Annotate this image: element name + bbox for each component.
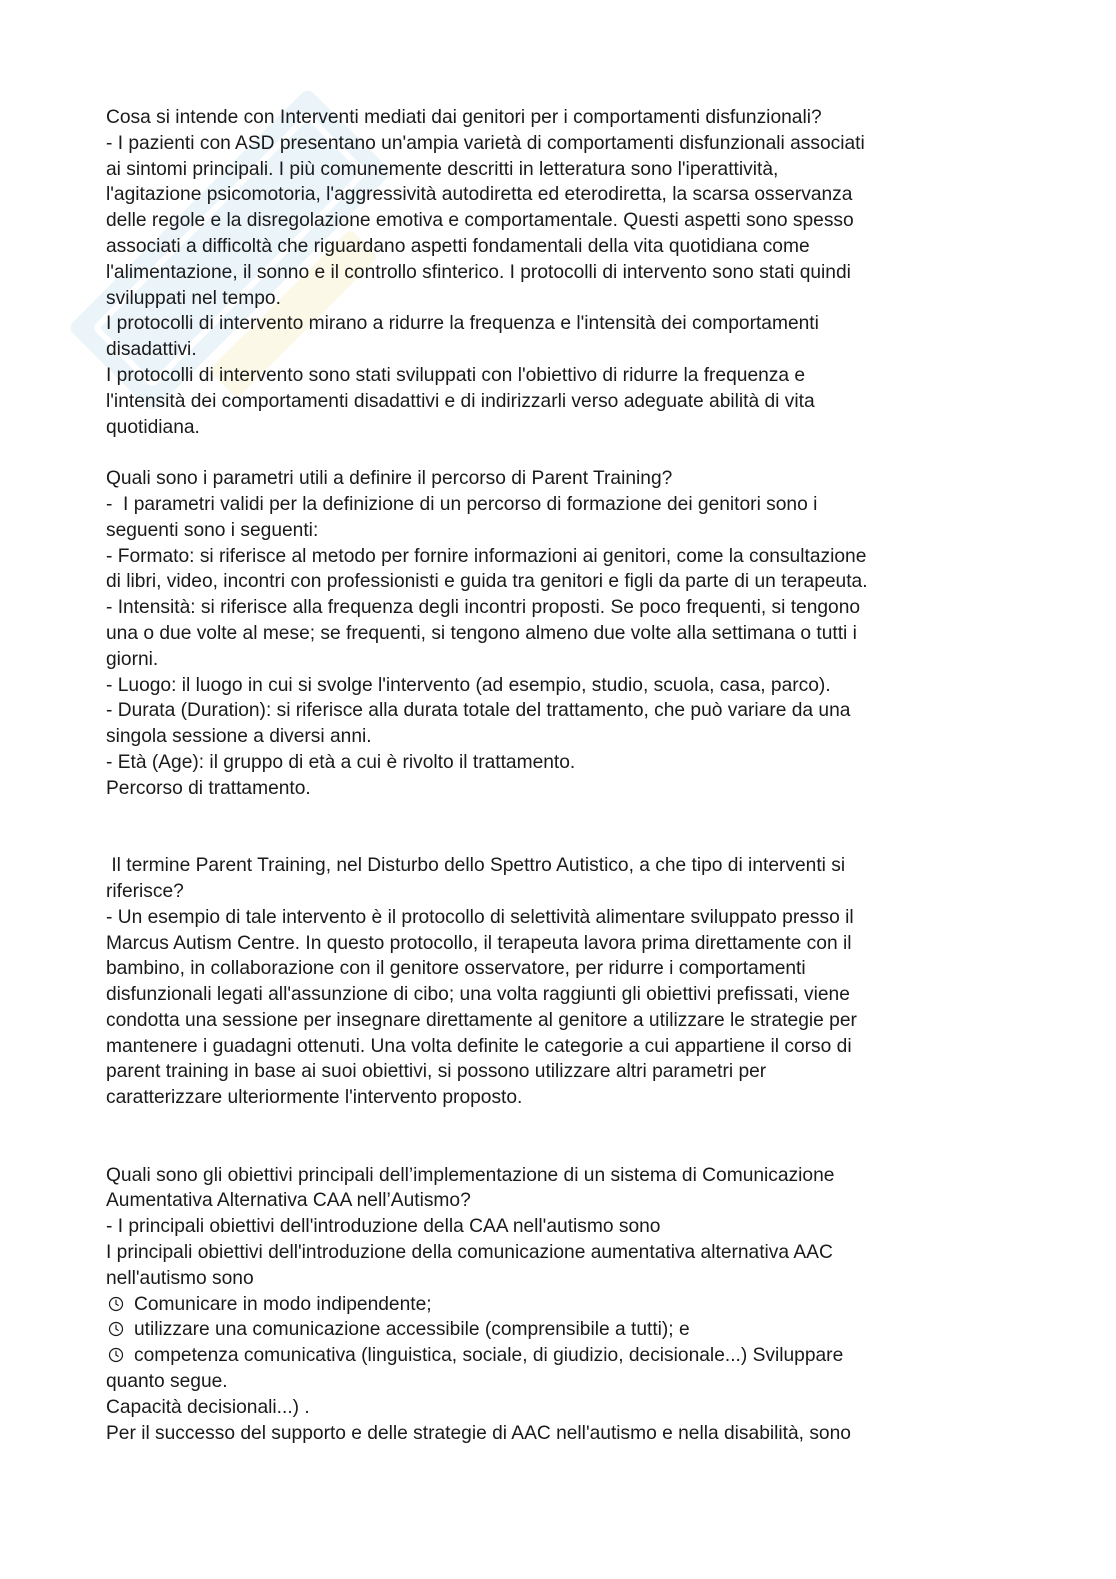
answer-line: - Età (Age): il gruppo di età a cui è rivolto il trattamento. [106,751,576,773]
answer-line: Capacità decisionali...) . [106,1396,310,1418]
bullet-text: competenza comunicativa (linguistica, sociale, di giudizio, decisionale...) Sviluppare [134,1345,844,1367]
section-gap [106,440,1006,466]
answer-line: I protocolli di intervento sono stati sviluppati con l'obiettivo di ridurre la frequenza e [106,364,806,386]
bullet-item [106,1292,1006,1318]
answer-line: seguenti sono i seguenti: [106,519,319,541]
section-gap [106,1111,1006,1163]
answer-line: - I parametri validi per la definizione di un percorso di formazione dei genitori sono i [106,493,818,515]
answer-line: Marcus Autism Centre. In questo protocollo, il terapeuta lavora prima direttamente con il [106,932,852,954]
answer-line: nell'autismo sono [106,1267,254,1289]
section-gap [106,802,1006,854]
answer-line: disadattivi. [106,339,197,361]
bullet-item [106,1317,1006,1343]
bullet-text: Comunicare in modo indipendente; [134,1293,432,1315]
answer-line: l'intensità dei comportamenti disadattivi e di indirizzarli verso adeguate abilità di vita [106,390,815,412]
answer-line: - Durata (Duration): si riferisce alla durata totale del trattamento, che può variare da una [106,700,851,722]
answer-line: una o due volte al mese; se frequenti, si tengono almeno due volte alla settimana o tutti i [106,622,857,644]
document-body [106,105,1006,1446]
answer-line: - Un esempio di tale intervento è il protocollo di selettività alimentare sviluppato presso il [106,906,854,928]
answer-line: - Formato: si riferisce al metodo per fornire informazioni ai genitori, come la consultazione [106,545,867,567]
answer-line: delle regole e la disregolazione emotiva e comportamentale. Questi aspetti sono spesso [106,210,854,232]
answer-line: quotidiana. [106,416,200,438]
answer-line: l'agitazione psicomotoria, l'aggressività autodiretta ed eterodiretta, la scarsa osservanza [106,184,853,206]
answer-line: di libri, video, incontri con professionisti e guida tra genitori e figli da parte di un terapeuta. [106,571,868,593]
answer-line: I principali obiettivi dell'introduzione della comunicazione aumentativa alternativa AAC [106,1242,833,1264]
question-heading: Aumentativa Alternativa CAA nell’Autismo? [106,1190,471,1212]
answer-line: quanto segue. [106,1371,228,1393]
answer-line: parent training in base ai suoi obiettivi, si possono utilizzare altri parametri per [106,1061,767,1083]
answer-line: ai sintomi principali. I più comunemente descritti in letteratura sono l'iperattività, [106,158,779,180]
answer-line: giorni. [106,648,159,670]
answer-line: l'alimentazione, il sonno e il controllo sfinterico. I protocolli di intervento sono stati quindi [106,261,851,283]
question-heading: riferisce? [106,880,184,902]
answer-line: - I pazienti con ASD presentano un'ampia varietà di comportamenti disfunzionali associati [106,132,865,154]
answer-line: caratterizzare ulteriormente l'intervento proposto. [106,1087,523,1109]
answer-line: - Intensità: si riferisce alla frequenza degli incontri proposti. Se poco frequenti, si tengono [106,597,861,619]
question-heading: Il termine Parent Training, nel Disturbo dello Spettro Autistico, a che tipo di interventi si [106,855,846,877]
clock-icon [108,1347,124,1363]
bullet-text: utilizzare una comunicazione accessibile (comprensibile a tutti); e [134,1319,690,1341]
answer-line: - I principali obiettivi dell'introduzione della CAA nell'autismo sono [106,1216,661,1238]
answer-line: Per il successo del supporto e delle strategie di AAC nell'autismo e nella disabilità, sono [106,1422,851,1444]
answer-line: bambino, in collaborazione con il genitore osservatore, per ridurre i comportamenti [106,958,806,980]
clock-icon [108,1296,124,1312]
answer-line: disfunzionali legati all'assunzione di cibo; una volta raggiunti gli obiettivi prefissati, viene [106,984,850,1006]
answer-line: I protocolli di intervento mirano a ridurre la frequenza e l'intensità dei comportamenti [106,313,819,335]
answer-line: associati a difficoltà che riguardano aspetti fondamentali della vita quotidiana come [106,235,810,257]
answer-line: Percorso di trattamento. [106,777,311,799]
bullet-item [106,1343,1006,1369]
question-heading: Quali sono i parametri utili a definire il percorso di Parent Training? [106,468,673,490]
answer-line: sviluppati nel tempo. [106,287,281,309]
answer-line: mantenere i guadagni ottenuti. Una volta definite le categorie a cui appartiene il corso di [106,1035,852,1057]
question-heading: Cosa si intende con Interventi mediati dai genitori per i comportamenti disfunzionali? [106,107,822,128]
answer-line: singola sessione a diversi anni. [106,726,372,748]
clock-icon [108,1321,124,1337]
answer-line: - Luogo: il luogo in cui si svolge l'intervento (ad esempio, studio, scuola, casa, parco). [106,674,831,696]
answer-line: condotta una sessione per insegnare direttamente al genitore a utilizzare le strategie per [106,1009,857,1031]
question-heading: Quali sono gli obiettivi principali dell’implementazione di un sistema di Comunicazione [106,1164,835,1186]
